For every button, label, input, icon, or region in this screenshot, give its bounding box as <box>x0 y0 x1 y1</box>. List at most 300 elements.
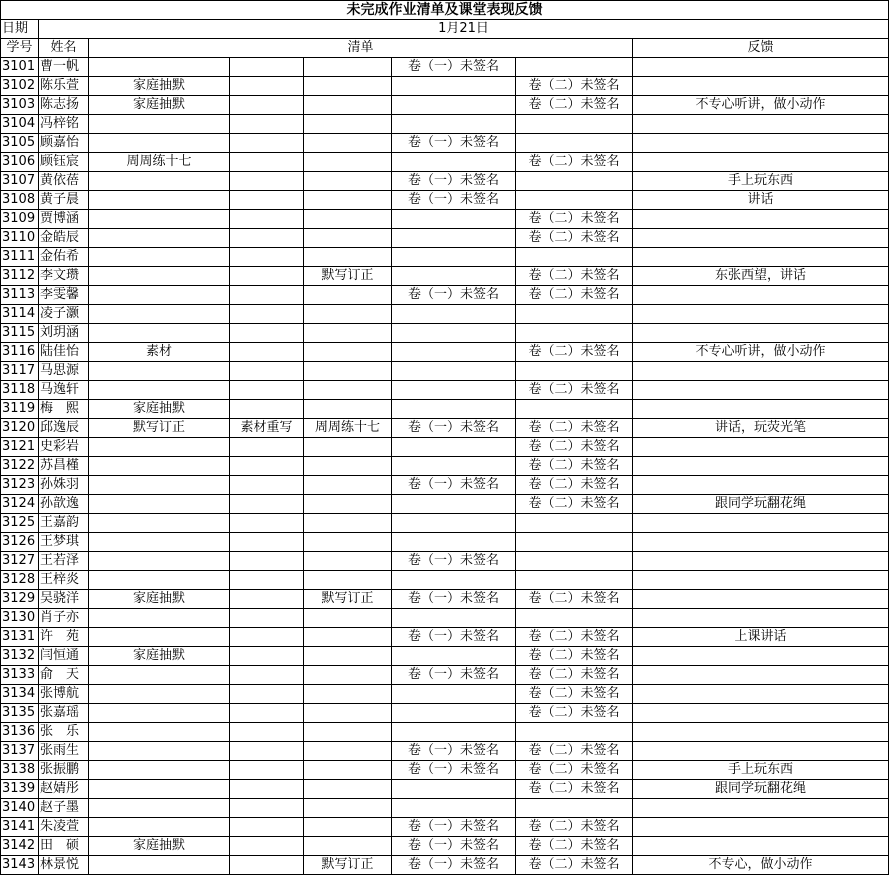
list-cell-3 <box>304 96 392 115</box>
list-cell-3 <box>304 533 392 552</box>
list-cell-2 <box>230 267 304 286</box>
table-row <box>1 476 889 495</box>
list-cell-3 <box>304 628 392 647</box>
header-feedback: 反馈 <box>633 39 889 58</box>
list-cell-2 <box>230 77 304 96</box>
list-cell-5: 卷（二）未签名 <box>516 856 633 875</box>
list-cell-2 <box>230 856 304 875</box>
list-cell-2 <box>230 723 304 742</box>
list-cell-2 <box>230 210 304 229</box>
list-cell-3 <box>304 647 392 666</box>
list-cell-1 <box>89 381 230 400</box>
feedback-cell <box>633 571 889 590</box>
list-cell-1 <box>89 58 230 77</box>
feedback-cell <box>633 476 889 495</box>
student-id: 3102 <box>1 77 39 96</box>
student-id: 3142 <box>1 837 39 856</box>
table-row <box>1 495 889 514</box>
feedback-cell <box>633 552 889 571</box>
table-row <box>1 742 889 761</box>
list-cell-4: 卷（一）未签名 <box>392 134 516 153</box>
list-cell-5: 卷（二）未签名 <box>516 590 633 609</box>
list-cell-1 <box>89 780 230 799</box>
student-id: 3139 <box>1 780 39 799</box>
list-cell-1: 素材 <box>89 343 230 362</box>
table-row <box>1 96 889 115</box>
list-cell-1: 家庭抽默 <box>89 400 230 419</box>
list-cell-4 <box>392 780 516 799</box>
feedback-cell: 不专心，做小动作 <box>633 856 889 875</box>
table-row <box>1 856 889 875</box>
list-cell-5: 卷（二）未签名 <box>516 628 633 647</box>
list-cell-1 <box>89 571 230 590</box>
list-cell-5 <box>516 723 633 742</box>
list-cell-4 <box>392 267 516 286</box>
table-row <box>1 58 889 77</box>
feedback-cell: 手上玩东西 <box>633 172 889 191</box>
student-id: 3110 <box>1 229 39 248</box>
feedback-cell: 跟同学玩翻花绳 <box>633 495 889 514</box>
feedback-cell <box>633 799 889 818</box>
student-id: 3108 <box>1 191 39 210</box>
list-cell-2 <box>230 495 304 514</box>
list-cell-3 <box>304 704 392 723</box>
list-cell-4: 卷（一）未签名 <box>392 191 516 210</box>
list-cell-2 <box>230 571 304 590</box>
student-id: 3107 <box>1 172 39 191</box>
list-cell-4 <box>392 457 516 476</box>
list-cell-1 <box>89 856 230 875</box>
feedback-cell <box>633 305 889 324</box>
list-cell-2 <box>230 115 304 134</box>
student-name: 冯梓铭 <box>39 115 89 134</box>
list-cell-1 <box>89 457 230 476</box>
feedback-cell <box>633 153 889 172</box>
student-id: 3120 <box>1 419 39 438</box>
table-row <box>1 780 889 799</box>
feedback-cell <box>633 438 889 457</box>
list-cell-3 <box>304 552 392 571</box>
list-cell-2 <box>230 533 304 552</box>
list-cell-4 <box>392 514 516 533</box>
list-cell-1 <box>89 305 230 324</box>
feedback-cell: 不专心听讲，做小动作 <box>633 343 889 362</box>
list-cell-2 <box>230 400 304 419</box>
list-cell-3 <box>304 134 392 153</box>
list-cell-5: 卷（二）未签名 <box>516 818 633 837</box>
list-cell-4 <box>392 723 516 742</box>
student-name: 李文瓒 <box>39 267 89 286</box>
feedback-cell: 讲话，玩荧光笔 <box>633 419 889 438</box>
student-name: 金皓辰 <box>39 229 89 248</box>
feedback-cell: 不专心听讲，做小动作 <box>633 96 889 115</box>
list-cell-2 <box>230 343 304 362</box>
list-cell-1 <box>89 362 230 381</box>
list-cell-1: 默写订正 <box>89 419 230 438</box>
list-cell-5: 卷（二）未签名 <box>516 742 633 761</box>
student-id: 3126 <box>1 533 39 552</box>
student-name: 王梓炎 <box>39 571 89 590</box>
feedback-cell: 上课讲话 <box>633 628 889 647</box>
table-row <box>1 305 889 324</box>
list-cell-2 <box>230 229 304 248</box>
student-name: 王嘉韵 <box>39 514 89 533</box>
list-cell-2 <box>230 286 304 305</box>
list-cell-1: 家庭抽默 <box>89 96 230 115</box>
list-cell-3 <box>304 286 392 305</box>
feedback-cell: 手上玩东西 <box>633 761 889 780</box>
student-id: 3101 <box>1 58 39 77</box>
list-cell-4 <box>392 533 516 552</box>
list-cell-4 <box>392 96 516 115</box>
list-cell-1 <box>89 799 230 818</box>
list-cell-2 <box>230 799 304 818</box>
table-row <box>1 134 889 153</box>
list-cell-3 <box>304 818 392 837</box>
date-value: 1月21日 <box>39 20 889 39</box>
table-row <box>1 571 889 590</box>
feedback-cell <box>633 818 889 837</box>
list-cell-2 <box>230 685 304 704</box>
list-cell-3: 周周练十七 <box>304 419 392 438</box>
list-cell-3 <box>304 248 392 267</box>
list-cell-4 <box>392 77 516 96</box>
list-cell-1 <box>89 742 230 761</box>
list-cell-1 <box>89 286 230 305</box>
student-id: 3115 <box>1 324 39 343</box>
list-cell-3: 默写订正 <box>304 856 392 875</box>
student-name: 孙姝羽 <box>39 476 89 495</box>
student-id: 3114 <box>1 305 39 324</box>
table-row <box>1 362 889 381</box>
list-cell-5: 卷（二）未签名 <box>516 476 633 495</box>
table-row <box>1 837 889 856</box>
feedback-cell: 讲话 <box>633 191 889 210</box>
table-row <box>1 457 889 476</box>
title-row <box>1 1 889 20</box>
list-cell-5 <box>516 191 633 210</box>
list-cell-3 <box>304 438 392 457</box>
feedback-cell <box>633 58 889 77</box>
list-cell-1 <box>89 210 230 229</box>
list-cell-4 <box>392 305 516 324</box>
list-cell-2 <box>230 609 304 628</box>
student-id: 3133 <box>1 666 39 685</box>
feedback-cell <box>633 514 889 533</box>
student-id: 3116 <box>1 343 39 362</box>
list-cell-2 <box>230 818 304 837</box>
list-cell-4 <box>392 799 516 818</box>
table-row <box>1 685 889 704</box>
list-cell-2 <box>230 742 304 761</box>
table-row <box>1 647 889 666</box>
list-cell-3 <box>304 400 392 419</box>
list-cell-4 <box>392 153 516 172</box>
table-row <box>1 628 889 647</box>
list-cell-1 <box>89 134 230 153</box>
student-id: 3136 <box>1 723 39 742</box>
list-cell-5: 卷（二）未签名 <box>516 96 633 115</box>
feedback-cell <box>633 115 889 134</box>
student-name: 张振鹏 <box>39 761 89 780</box>
student-name: 马逸轩 <box>39 381 89 400</box>
list-cell-3 <box>304 305 392 324</box>
list-cell-4 <box>392 400 516 419</box>
feedback-cell <box>633 77 889 96</box>
list-cell-3 <box>304 799 392 818</box>
student-name: 陈志扬 <box>39 96 89 115</box>
list-cell-3 <box>304 723 392 742</box>
table-row <box>1 438 889 457</box>
list-cell-3 <box>304 685 392 704</box>
list-cell-1 <box>89 761 230 780</box>
header-row <box>1 39 889 58</box>
feedback-cell <box>633 286 889 305</box>
student-id: 3104 <box>1 115 39 134</box>
list-cell-5 <box>516 552 633 571</box>
student-name: 张博航 <box>39 685 89 704</box>
student-name: 闫恒通 <box>39 647 89 666</box>
table-row <box>1 818 889 837</box>
list-cell-5 <box>516 514 633 533</box>
student-name: 黄子晨 <box>39 191 89 210</box>
student-id: 3119 <box>1 400 39 419</box>
date-label: 日期 <box>1 20 39 39</box>
list-cell-5: 卷（二）未签名 <box>516 704 633 723</box>
list-cell-2 <box>230 324 304 343</box>
feedback-cell <box>633 457 889 476</box>
student-id: 3132 <box>1 647 39 666</box>
list-cell-1 <box>89 476 230 495</box>
list-cell-1: 家庭抽默 <box>89 590 230 609</box>
feedback-cell <box>633 248 889 267</box>
list-cell-1 <box>89 191 230 210</box>
list-cell-5: 卷（二）未签名 <box>516 153 633 172</box>
date-row <box>1 20 889 39</box>
list-cell-3: 默写订正 <box>304 267 392 286</box>
list-cell-2 <box>230 590 304 609</box>
student-id: 3106 <box>1 153 39 172</box>
feedback-cell <box>633 723 889 742</box>
student-name: 曹一帆 <box>39 58 89 77</box>
list-cell-4: 卷（一）未签名 <box>392 419 516 438</box>
student-name: 梅 熙 <box>39 400 89 419</box>
table-row <box>1 514 889 533</box>
list-cell-2 <box>230 476 304 495</box>
list-cell-1: 周周练十七 <box>89 153 230 172</box>
list-cell-2 <box>230 761 304 780</box>
list-cell-4 <box>392 248 516 267</box>
list-cell-1 <box>89 818 230 837</box>
feedback-cell <box>633 704 889 723</box>
student-name: 贾博涵 <box>39 210 89 229</box>
list-cell-5 <box>516 362 633 381</box>
list-cell-1 <box>89 628 230 647</box>
student-id: 3121 <box>1 438 39 457</box>
table-row <box>1 172 889 191</box>
list-cell-3 <box>304 666 392 685</box>
table-row <box>1 191 889 210</box>
list-cell-3 <box>304 210 392 229</box>
list-cell-4 <box>392 229 516 248</box>
student-id: 3117 <box>1 362 39 381</box>
list-cell-5: 卷（二）未签名 <box>516 666 633 685</box>
list-cell-3 <box>304 780 392 799</box>
table-row <box>1 248 889 267</box>
list-cell-5 <box>516 134 633 153</box>
list-cell-5: 卷（二）未签名 <box>516 457 633 476</box>
table-row <box>1 400 889 419</box>
table-row <box>1 324 889 343</box>
list-cell-5: 卷（二）未签名 <box>516 837 633 856</box>
list-cell-1 <box>89 248 230 267</box>
list-cell-2 <box>230 780 304 799</box>
student-id: 3103 <box>1 96 39 115</box>
list-cell-4 <box>392 381 516 400</box>
feedback-cell <box>633 210 889 229</box>
student-name: 田 硕 <box>39 837 89 856</box>
table-row <box>1 419 889 438</box>
student-name: 邱逸辰 <box>39 419 89 438</box>
feedback-cell <box>633 837 889 856</box>
list-cell-5 <box>516 324 633 343</box>
feedback-cell <box>633 324 889 343</box>
list-cell-5 <box>516 533 633 552</box>
list-cell-3 <box>304 362 392 381</box>
student-id: 3112 <box>1 267 39 286</box>
list-cell-1 <box>89 267 230 286</box>
student-name: 苏昌槿 <box>39 457 89 476</box>
list-cell-5 <box>516 799 633 818</box>
list-cell-4: 卷（一）未签名 <box>392 590 516 609</box>
list-cell-1 <box>89 514 230 533</box>
student-name: 张雨生 <box>39 742 89 761</box>
student-name: 许 苑 <box>39 628 89 647</box>
list-cell-4 <box>392 685 516 704</box>
list-cell-2 <box>230 666 304 685</box>
student-name: 王梦琪 <box>39 533 89 552</box>
list-cell-2 <box>230 153 304 172</box>
list-cell-3 <box>304 381 392 400</box>
student-name: 史彩岩 <box>39 438 89 457</box>
table-row <box>1 666 889 685</box>
list-cell-3 <box>304 514 392 533</box>
list-cell-1: 家庭抽默 <box>89 77 230 96</box>
table-row <box>1 799 889 818</box>
student-id: 3129 <box>1 590 39 609</box>
student-name: 金佑希 <box>39 248 89 267</box>
list-cell-5: 卷（二）未签名 <box>516 438 633 457</box>
list-cell-4 <box>392 324 516 343</box>
table-row <box>1 286 889 305</box>
student-name: 顾嘉怡 <box>39 134 89 153</box>
feedback-cell <box>633 647 889 666</box>
header-name: 姓名 <box>39 39 89 58</box>
feedback-cell <box>633 533 889 552</box>
list-cell-5: 卷（二）未签名 <box>516 210 633 229</box>
student-name: 刘玥涵 <box>39 324 89 343</box>
student-name: 王若泽 <box>39 552 89 571</box>
list-cell-5: 卷（二）未签名 <box>516 495 633 514</box>
list-cell-2 <box>230 457 304 476</box>
list-cell-2 <box>230 704 304 723</box>
list-cell-4 <box>392 362 516 381</box>
student-name: 张 乐 <box>39 723 89 742</box>
list-cell-4 <box>392 704 516 723</box>
list-cell-1 <box>89 723 230 742</box>
list-cell-1 <box>89 685 230 704</box>
list-cell-4 <box>392 495 516 514</box>
table-row <box>1 761 889 780</box>
table-row <box>1 609 889 628</box>
list-cell-3 <box>304 172 392 191</box>
student-name: 顾钰宸 <box>39 153 89 172</box>
student-id: 3130 <box>1 609 39 628</box>
list-cell-3 <box>304 761 392 780</box>
student-name: 张嘉瑶 <box>39 704 89 723</box>
list-cell-4: 卷（一）未签名 <box>392 856 516 875</box>
list-cell-5: 卷（二）未签名 <box>516 381 633 400</box>
student-id: 3111 <box>1 248 39 267</box>
feedback-cell <box>633 229 889 248</box>
list-cell-5: 卷（二）未签名 <box>516 780 633 799</box>
list-cell-5 <box>516 571 633 590</box>
student-name: 肖子亦 <box>39 609 89 628</box>
student-id: 3138 <box>1 761 39 780</box>
header-id: 学号 <box>1 39 39 58</box>
list-cell-2 <box>230 438 304 457</box>
list-cell-5 <box>516 172 633 191</box>
list-cell-4: 卷（一）未签名 <box>392 818 516 837</box>
list-cell-2 <box>230 134 304 153</box>
list-cell-2 <box>230 172 304 191</box>
list-cell-4: 卷（一）未签名 <box>392 286 516 305</box>
student-name: 林景悦 <box>39 856 89 875</box>
table-row <box>1 704 889 723</box>
student-id: 3141 <box>1 818 39 837</box>
list-cell-1 <box>89 495 230 514</box>
table-row <box>1 115 889 134</box>
student-name: 凌子灏 <box>39 305 89 324</box>
student-id: 3143 <box>1 856 39 875</box>
feedback-cell <box>633 742 889 761</box>
table-row <box>1 723 889 742</box>
list-cell-5: 卷（二）未签名 <box>516 286 633 305</box>
list-cell-3 <box>304 742 392 761</box>
list-cell-4: 卷（一）未签名 <box>392 58 516 77</box>
list-cell-3 <box>304 153 392 172</box>
list-cell-2 <box>230 191 304 210</box>
student-id: 3125 <box>1 514 39 533</box>
student-name: 赵子墨 <box>39 799 89 818</box>
feedback-cell <box>633 381 889 400</box>
list-cell-1 <box>89 115 230 134</box>
list-cell-3 <box>304 571 392 590</box>
list-cell-5: 卷（二）未签名 <box>516 343 633 362</box>
list-cell-4: 卷（一）未签名 <box>392 761 516 780</box>
list-cell-3 <box>304 58 392 77</box>
table-row <box>1 210 889 229</box>
list-cell-3 <box>304 837 392 856</box>
header-list: 清单 <box>89 39 633 58</box>
list-cell-1 <box>89 324 230 343</box>
list-cell-4 <box>392 571 516 590</box>
list-cell-2 <box>230 552 304 571</box>
feedback-cell <box>633 362 889 381</box>
table-row <box>1 590 889 609</box>
list-cell-1 <box>89 172 230 191</box>
table-row <box>1 267 889 286</box>
